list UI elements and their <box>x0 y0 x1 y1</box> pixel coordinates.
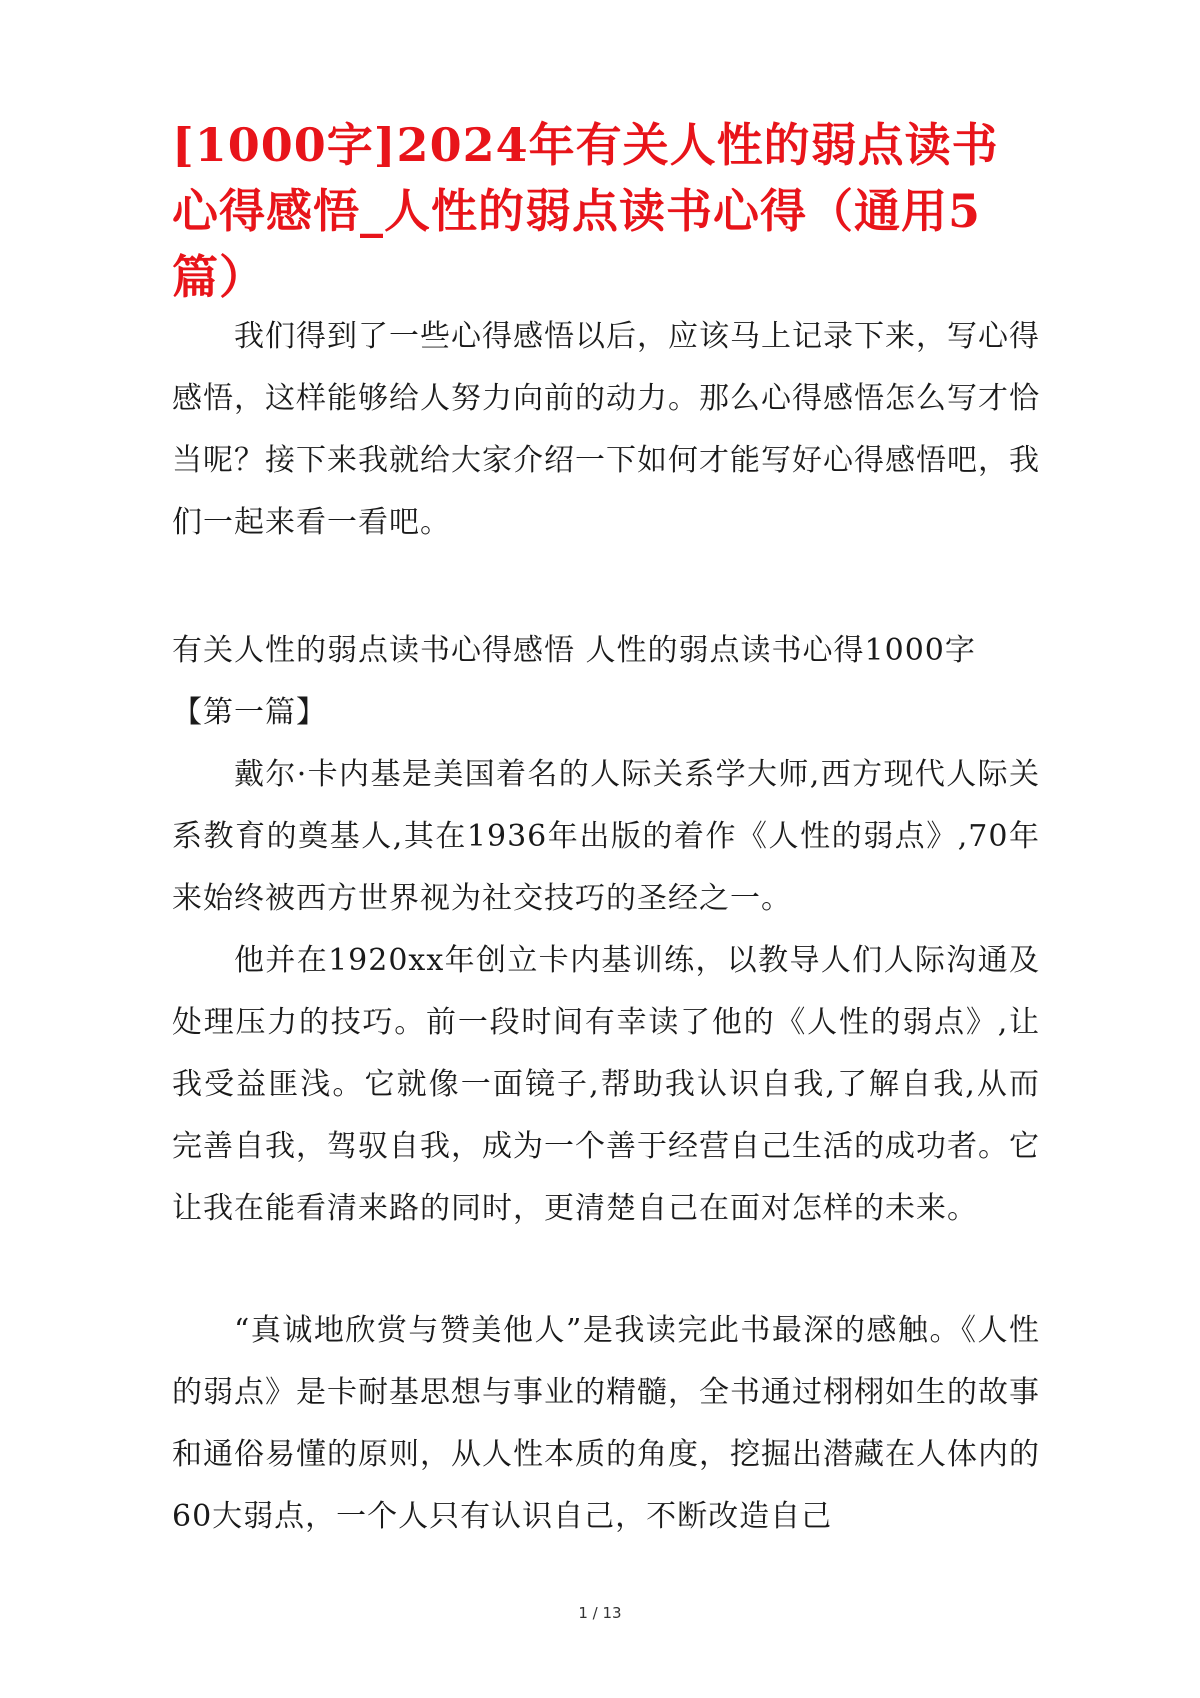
section-label: 【第一篇】 <box>172 695 327 730</box>
intro-paragraph: 我们得到了一些心得感悟以后，应该马上记录下来，写心得感悟，这样能够给人努力向前的动力。那么心得感悟怎么写才恰当呢？接下来我就给大家介绍一下如何才能写好心得感悟吧，我们一起来看一看吧。 <box>172 319 1040 540</box>
article-heading: 有关人性的弱点读书心得感悟 人性的弱点读书心得1000字 <box>172 633 976 668</box>
body-paragraph-2: 他并在1920xx年创立卡内基训练，以教导人们人际沟通及处理压力的技巧。前一段时间有幸读了他的《人性的弱点》,让我受益匪浅。它就像一面镜子,帮助我认识自我,了解自我,从而完善自我，驾驭自我，成为一个善于经营自己生活的成功者。它让我在能看清来路的同时，更清楚自己在面对怎样的未来。 <box>172 943 1040 1226</box>
body-paragraph-1: 戴尔·卡内基是美国着名的人际关系学大师,西方现代人际关系教育的奠基人,其在1936年出版的着作《人性的弱点》,70年来始终被西方世界视为社交技巧的圣经之一。 <box>172 757 1040 916</box>
page-number: 1 / 13 <box>578 1604 622 1622</box>
document-title: [1000字]2024年有关人性的弱点读书心得感悟_人性的弱点读书心得（通用5篇） <box>172 118 999 304</box>
body-paragraph-3: “真诚地欣赏与赞美他人”是我读完此书最深的感触。《人性的弱点》是卡耐基思想与事业的精髓，全书通过栩栩如生的故事和通俗易懂的原则，从人性本质的角度，挖掘出潜藏在人体内的60大弱点，一个人只有认识自己，不断改造自己 <box>172 1313 1040 1534</box>
